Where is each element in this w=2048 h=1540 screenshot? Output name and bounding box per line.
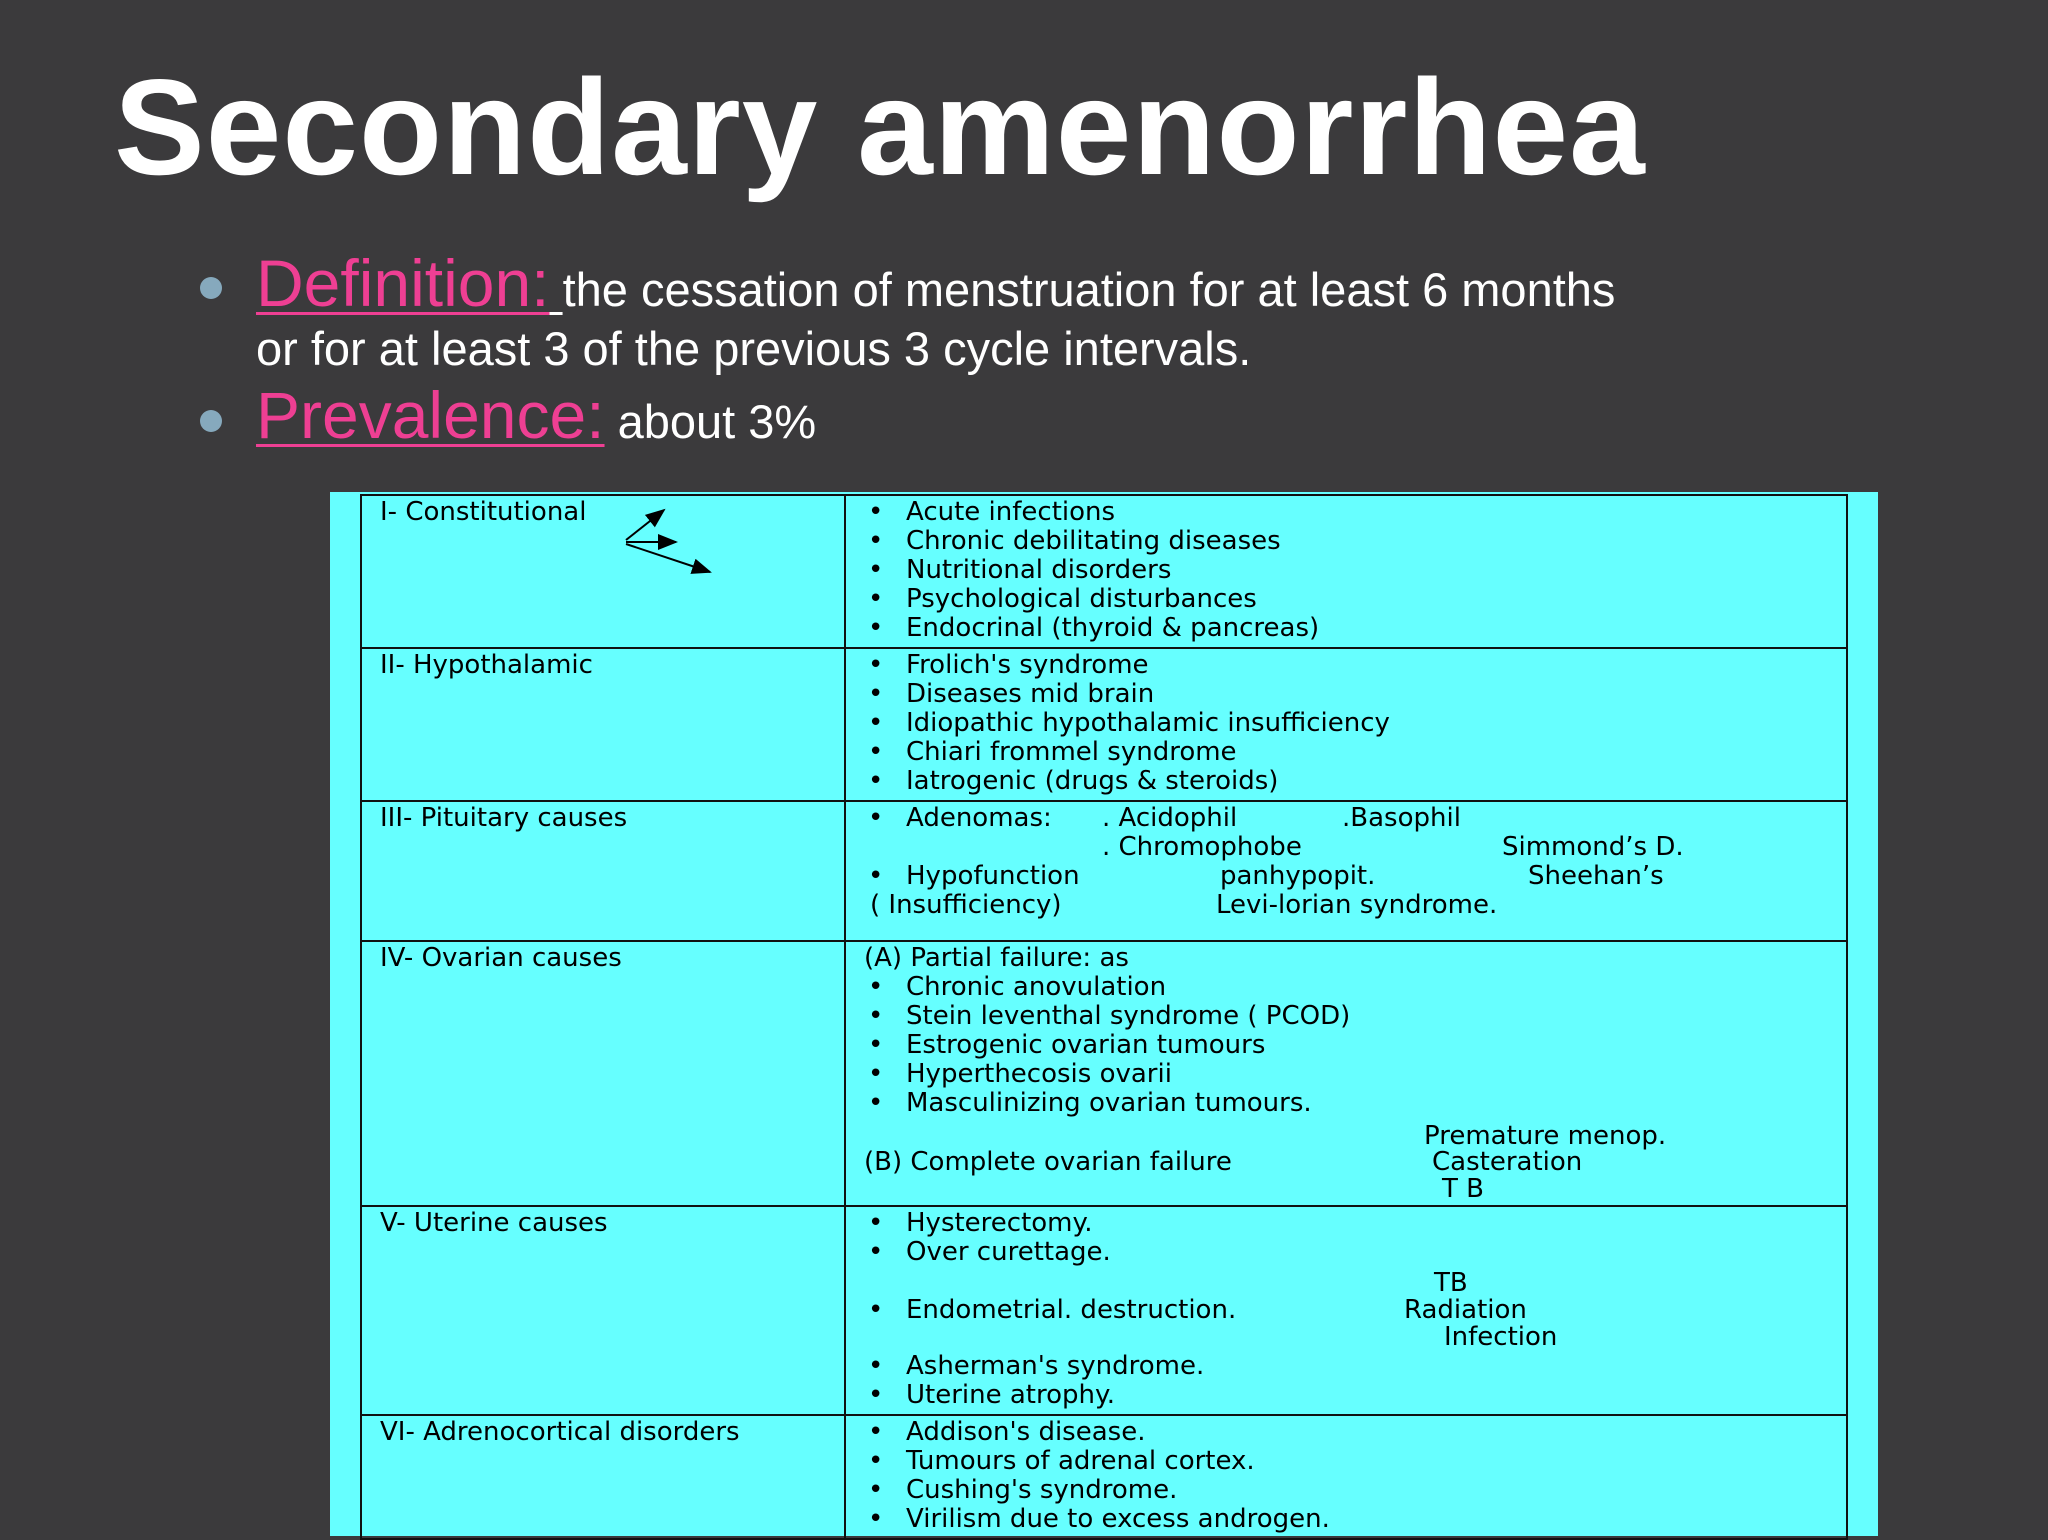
category-cell (361, 1415, 845, 1539)
category-cell (361, 941, 845, 1206)
partial-failure-label: (A) Partial failure: as (864, 943, 1129, 973)
list-item: • Asherman's syndrome. (862, 1352, 1838, 1381)
table-row-constitutional (361, 495, 1847, 648)
list-item: • Chronic debilitating diseases (862, 527, 1838, 556)
uterine-tb-line (862, 1269, 1838, 1296)
insufficiency-text: ( Insufficiency) (870, 890, 1062, 920)
arrows-icon (618, 504, 718, 584)
list-item: • Estrogenic ovarian tumours (862, 1031, 1838, 1060)
definition-text-line2: or for at least 3 of the previous 3 cycle intervals. (256, 322, 1252, 375)
detail-cell (845, 941, 1847, 1206)
list-item: • Hyperthecosis ovarii (862, 1060, 1838, 1089)
category-label: VI- Adrenocortical disorders (380, 1417, 740, 1447)
casteration-text: Casteration (1432, 1147, 1583, 1177)
acidophil-text: . Acidophil (1102, 803, 1238, 833)
list-item: • Idiopathic hypothalamic insufficiency (862, 709, 1838, 738)
detail-cell (845, 1206, 1847, 1415)
prevalence-bullet (256, 378, 817, 452)
category-label: IV- Ovarian causes (380, 943, 622, 973)
category-cell (361, 801, 845, 941)
list-item: • Psychological disturbances (862, 585, 1838, 614)
basophil-text: .Basophil (1342, 803, 1461, 833)
detail-cell (845, 1415, 1847, 1539)
list-item: • Cushing's syndrome. (862, 1476, 1838, 1505)
list-item: • Diseases mid brain (862, 680, 1838, 709)
table-row-uterine (361, 1206, 1847, 1415)
category-cell (361, 495, 845, 648)
detail-cell (845, 801, 1847, 941)
premature-line (862, 1121, 1838, 1151)
causes-table-panel (330, 492, 1878, 1536)
adenomas-label: Adenomas: (906, 803, 1052, 833)
category-label: I- Constitutional (380, 497, 587, 527)
list-item: • Frolich's syndrome (862, 651, 1838, 680)
tb-text: T B (1442, 1174, 1484, 1204)
detail-cell (845, 495, 1847, 648)
uterine-tb-text: TB (1434, 1268, 1468, 1298)
bullet-marker: • (868, 803, 884, 833)
list-item: • Uterine atrophy. (862, 1381, 1838, 1410)
infection-line (862, 1323, 1838, 1350)
complete-failure-label: (B) Complete ovarian failure (864, 1147, 1232, 1177)
slide-title: Secondary amenorrhea (114, 51, 1646, 203)
prevalence-text: about 3% (617, 395, 817, 448)
endometrial-line (862, 1296, 1838, 1323)
list-item: • Hysterectomy. (862, 1209, 1838, 1238)
category-cell (361, 648, 845, 801)
definition-text-line1: the cessation of menstruation for at least 6 months (562, 263, 1616, 316)
levi-lorian-text: Levi-lorian syndrome. (1216, 890, 1498, 920)
chromophobe-line (862, 833, 1838, 862)
list-item: • Addison's disease. (862, 1418, 1838, 1447)
definition-term: Definition: (256, 246, 550, 320)
panhypopit-text: panhypopit. (1220, 861, 1376, 891)
simmond-text: Simmond’s D. (1502, 832, 1684, 862)
list-item: • Iatrogenic (drugs & steroids) (862, 767, 1838, 796)
category-cell (361, 1206, 845, 1415)
complete-failure-line (862, 1148, 1838, 1175)
list-item: • Endocrinal (thyroid & pancreas) (862, 614, 1838, 643)
table-row-pituitary (361, 801, 1847, 941)
adenomas-line (862, 804, 1838, 833)
prevalence-term: Prevalence: (256, 378, 605, 452)
bullet-dot-prevalence (200, 410, 222, 432)
list-item: • Tumours of adrenal cortex. (862, 1447, 1838, 1476)
sheehan-text: Sheehan’s (1528, 861, 1664, 891)
category-label: III- Pituitary causes (380, 803, 628, 833)
list-item: • Virilism due to excess androgen. (862, 1505, 1838, 1534)
list-item: • Chronic anovulation (862, 973, 1838, 1002)
causes-table (360, 494, 1848, 1540)
hypofunction-line (862, 862, 1838, 891)
list-item: • Stein leventhal syndrome ( PCOD) (862, 1002, 1838, 1031)
radiation-text: Radiation (1404, 1295, 1527, 1325)
table-row-hypothalamic (361, 648, 1847, 801)
list-item: • Nutritional disorders (862, 556, 1838, 585)
bullet-dot-definition (200, 277, 222, 299)
list-item: • Chiari frommel syndrome (862, 738, 1838, 767)
definition-bullet (256, 246, 1616, 320)
table-row-adrenocortical (361, 1415, 1847, 1539)
endometrial-label: Endometrial. destruction. (906, 1295, 1237, 1325)
list-item: • Acute infections (862, 498, 1838, 527)
hypofunction-label: Hypofunction (906, 861, 1080, 891)
infection-text: Infection (1444, 1322, 1558, 1352)
bullet-marker: • (868, 1295, 884, 1325)
bullet-marker: • (868, 861, 884, 891)
category-label: V- Uterine causes (380, 1208, 608, 1238)
chromophobe-text: . Chromophobe (1102, 832, 1302, 862)
list-item: • Over curettage. (862, 1238, 1838, 1267)
category-label: II- Hypothalamic (380, 650, 593, 680)
insufficiency-line (862, 891, 1838, 920)
tb-line (862, 1174, 1838, 1204)
detail-cell (845, 648, 1847, 801)
table-row-ovarian (361, 941, 1847, 1206)
premature-menop-text: Premature menop. (1424, 1121, 1667, 1151)
list-item: • Masculinizing ovarian tumours. (862, 1089, 1838, 1118)
